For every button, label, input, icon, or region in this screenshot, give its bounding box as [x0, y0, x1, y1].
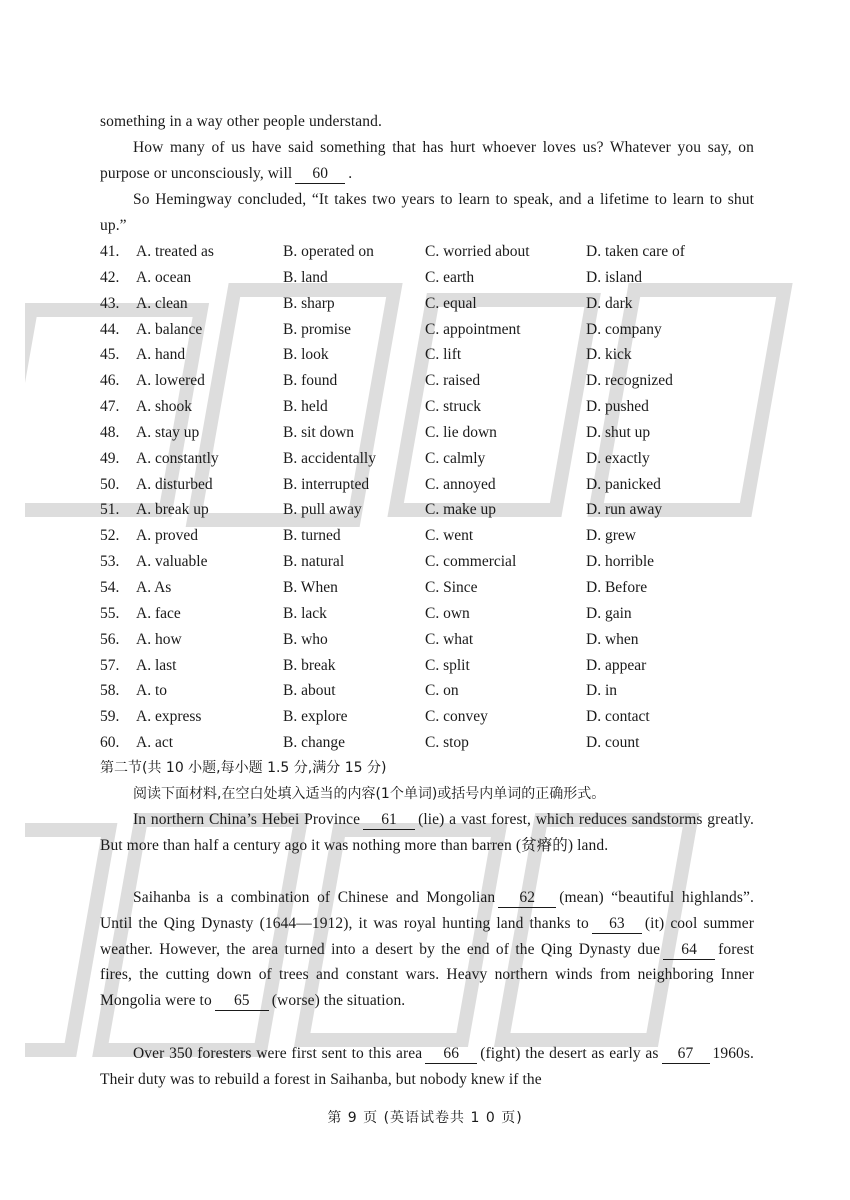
option-a: A. last	[136, 656, 177, 674]
option-d: D. exactly	[586, 449, 650, 467]
option-a: A. As	[136, 578, 172, 596]
option-d: D. island	[586, 268, 642, 286]
option-d: D. appear	[586, 656, 647, 674]
option-c: C. Since	[425, 578, 478, 596]
option-c: C. commercial	[425, 553, 517, 571]
option-row	[100, 317, 754, 343]
option-b: B. held	[283, 398, 328, 416]
option-b: B. land	[283, 268, 328, 286]
passage-paragraph	[100, 807, 754, 859]
option-d: D. run away	[586, 501, 663, 519]
option-d: D. shut up	[586, 423, 651, 441]
section-heading: 第二节(共 10 小题,每小题 1.5 分,满分 15 分)	[100, 760, 387, 776]
paragraph-text: How many of us have said something that has hurt whoever loves us? Whatever you say, on purpose or unconsciously, will	[100, 139, 754, 182]
option-d: D. pushed	[586, 398, 649, 416]
option-b: B. sharp	[283, 294, 335, 312]
option-b: B. about	[283, 682, 336, 700]
option-c: C. equal	[425, 294, 477, 312]
question-number: 53.	[100, 553, 120, 571]
option-row	[100, 601, 754, 627]
option-a: A. how	[136, 630, 182, 648]
option-c: C. struck	[425, 398, 481, 416]
option-a: A. express	[136, 708, 202, 726]
option-row	[100, 497, 754, 523]
option-c: C. own	[425, 604, 470, 622]
option-b: B. found	[283, 372, 338, 390]
option-d: D. grew	[586, 527, 636, 545]
question-number: 49.	[100, 449, 120, 467]
option-b: B. interrupted	[283, 475, 370, 493]
option-a: A. hand	[136, 346, 186, 364]
option-row	[100, 239, 754, 265]
paragraph-text: Saihanba is a combination of Chinese and Mongolian	[133, 889, 496, 906]
option-c: C. annoyed	[425, 475, 496, 493]
option-row	[100, 549, 754, 575]
option-a: A. lowered	[136, 372, 205, 390]
option-d: D. taken care of	[586, 243, 685, 260]
blank-61: 61	[363, 811, 415, 830]
passage-line-continued: something in a way other people understand.	[100, 113, 382, 130]
option-a: A. shook	[136, 398, 192, 416]
paragraph-text: (fight) the desert as early as	[480, 1045, 659, 1062]
option-a: A. stay up	[136, 423, 200, 441]
option-a: A. balance	[136, 320, 203, 338]
option-row	[100, 265, 754, 291]
option-c: C. on	[425, 682, 459, 700]
blank-66: 66	[425, 1045, 477, 1064]
question-number: 43.	[100, 294, 120, 312]
option-d: D. Before	[586, 578, 648, 596]
paragraph-text: (mean) “beautiful highlands”. Until the Qing Dynasty (1644—1912), it was royal hunting land thanks to	[100, 889, 754, 932]
question-number: 57.	[100, 656, 120, 674]
question-number: 46.	[100, 372, 120, 390]
option-b: B. look	[283, 346, 329, 364]
option-d: D. when	[586, 630, 639, 648]
blank-64: 64	[663, 941, 715, 960]
option-c: C. stop	[425, 734, 469, 752]
question-number: 58.	[100, 682, 120, 700]
option-row	[100, 446, 754, 472]
option-d: D. horrible	[586, 553, 655, 571]
question-number: 60.	[100, 734, 120, 752]
question-number: 45.	[100, 346, 120, 364]
option-row	[100, 704, 754, 730]
question-number: 51.	[100, 501, 120, 519]
option-a: A. break up	[136, 501, 209, 519]
option-row	[100, 627, 754, 653]
option-c: C. calmly	[425, 449, 486, 467]
option-c: C. worried about	[425, 243, 530, 260]
option-b: B. natural	[283, 553, 345, 571]
passage-paragraph	[100, 885, 754, 1014]
option-b: B. change	[283, 734, 345, 752]
blank-65: 65	[215, 992, 269, 1011]
option-row	[100, 653, 754, 679]
option-c: C. convey	[425, 708, 488, 726]
question-number: 48.	[100, 423, 120, 441]
option-row	[100, 394, 754, 420]
option-c: C. what	[425, 630, 474, 648]
blank-63: 63	[592, 915, 642, 934]
paragraph-text: .	[348, 164, 353, 182]
option-a: A. proved	[136, 527, 198, 545]
blank-62: 62	[498, 889, 556, 908]
passage-paragraph	[100, 1041, 754, 1093]
option-b: B. break	[283, 656, 336, 674]
blank-60: 60	[295, 165, 345, 184]
options-list	[100, 239, 754, 756]
option-row	[100, 368, 754, 394]
option-b: B. promise	[283, 320, 352, 338]
option-d: D. gain	[586, 604, 632, 622]
option-c: C. make up	[425, 501, 497, 519]
question-number: 56.	[100, 630, 120, 648]
paragraph-text: (it) cool summer weather. However, the area turned into a desert by the end of the Qing Dynasty due	[100, 914, 754, 958]
option-a: A. disturbed	[136, 475, 213, 493]
option-b: B. operated on	[283, 243, 374, 260]
option-c: C. went	[425, 527, 474, 545]
section-instruction: 阅读下面材料,在空白处填入适当的内容(1个单词)或括号内单词的正确形式。	[133, 786, 606, 802]
option-c: C. earth	[425, 268, 475, 286]
option-c: C. appointment	[425, 320, 521, 338]
option-a: A. clean	[136, 294, 188, 312]
option-d: D. company	[586, 320, 662, 338]
option-b: B. who	[283, 630, 328, 648]
option-row	[100, 575, 754, 601]
option-b: B. lack	[283, 604, 327, 622]
option-row	[100, 678, 754, 704]
question-number: 59.	[100, 708, 120, 726]
option-row	[100, 472, 754, 498]
option-b: B. explore	[283, 708, 348, 726]
paragraph-text: Over 350 foresters were first sent to this area	[133, 1045, 423, 1062]
option-c: C. lift	[425, 346, 462, 364]
option-b: B. turned	[283, 527, 341, 545]
option-d: D. panicked	[586, 475, 661, 493]
question-number: 44.	[100, 320, 120, 338]
option-b: B. sit down	[283, 423, 355, 441]
question-number: 54.	[100, 578, 120, 596]
option-a: A. ocean	[136, 268, 192, 286]
paragraph-text: In northern China’s Hebei Province	[133, 811, 361, 828]
paragraph-text: (lie) a vast forest, which reduces sandstorms greatly. But more than half a century ago it was nothing more than barren (贫瘠的) land.	[100, 811, 754, 854]
option-row	[100, 730, 754, 756]
option-c: C. raised	[425, 372, 481, 390]
option-row	[100, 523, 754, 549]
option-a: A. to	[136, 682, 167, 700]
option-a: A. treated as	[136, 243, 214, 260]
option-d: D. in	[586, 682, 617, 700]
paragraph-text: forest fires, the cutting down of trees and constant wars. Heavy northern winds from neighboring Inner Mongolia were to	[100, 940, 754, 1010]
option-row	[100, 291, 754, 317]
option-a: A. act	[136, 734, 174, 752]
option-d: D. count	[586, 734, 640, 752]
paragraph-text: (worse) the situation.	[271, 992, 406, 1010]
passage-paragraph	[100, 135, 754, 187]
option-d: D. recognized	[586, 372, 673, 390]
question-number: 42.	[100, 268, 120, 286]
paragraph-text: 1960s. Their duty was to rebuild a forest in Saihanba, but nobody knew if the	[100, 1045, 755, 1088]
option-c: C. lie down	[425, 423, 497, 441]
blank-67: 67	[662, 1045, 710, 1064]
option-a: A. face	[136, 604, 181, 622]
option-a: A. constantly	[136, 449, 219, 467]
question-number: 52.	[100, 527, 120, 545]
option-row	[100, 342, 754, 368]
option-b: B. When	[283, 578, 338, 596]
option-b: B. accidentally	[283, 449, 376, 467]
option-row	[100, 420, 754, 446]
option-d: D. contact	[586, 708, 650, 726]
option-c: C. split	[425, 656, 470, 674]
question-number: 50.	[100, 475, 120, 493]
option-d: D. kick	[586, 346, 632, 364]
passage-paragraph: So Hemingway concluded, “It takes two years to learn to speak, and a lifetime to learn to shut up.”	[100, 191, 754, 234]
question-number: 55.	[100, 604, 120, 622]
question-number: 41.	[100, 243, 120, 260]
option-a: A. valuable	[136, 553, 208, 571]
question-number: 47.	[100, 398, 120, 416]
option-b: B. pull away	[283, 501, 362, 519]
option-d: D. dark	[586, 294, 633, 312]
page-footer: 第 9 页 (英语试卷共 1 0 页)	[327, 1110, 523, 1126]
